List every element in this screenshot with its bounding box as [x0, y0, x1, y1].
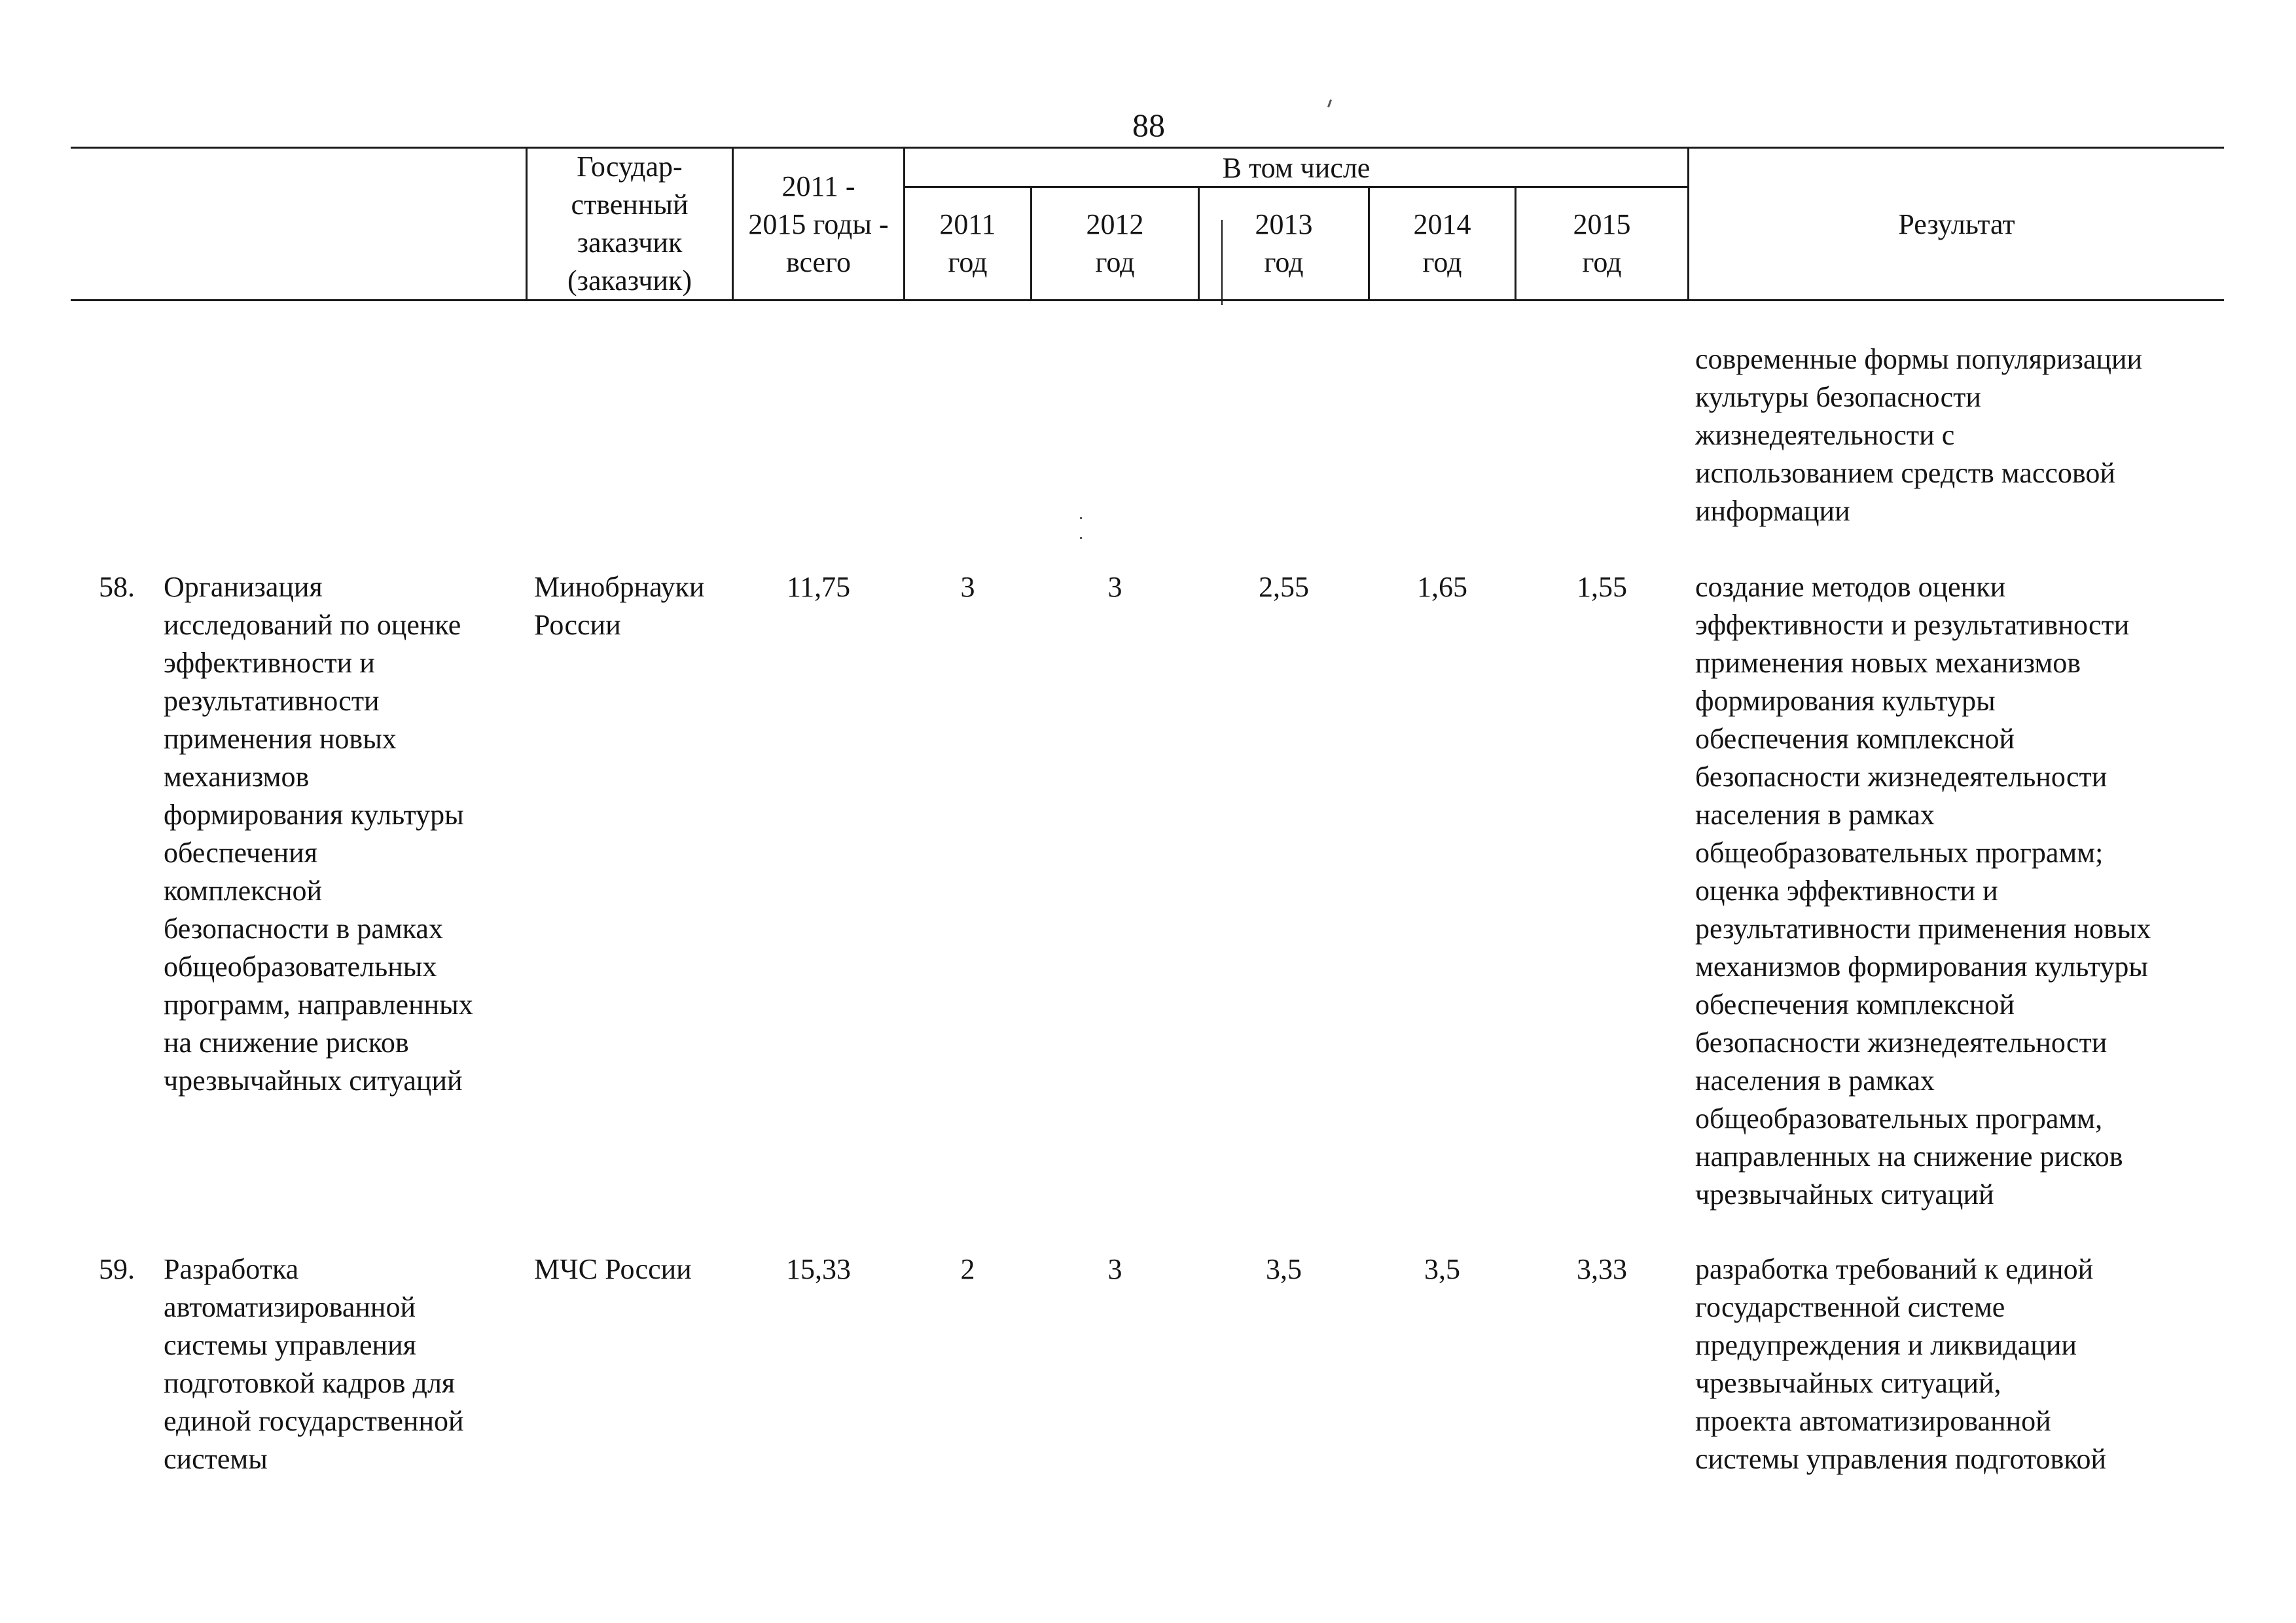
row-name: Организация исследований по оценке эффективности и результативности применения новых механизмов формирования культуры обеспечения комплексной безопасности в рамках общеобразовательных программ, направленных на снижение рисков чрезвычайных ситуаций — [164, 571, 473, 1097]
row-name: Разработка автоматизированной системы управления подготовкой кадров для единой государственной системы — [164, 1253, 464, 1475]
page-number: 88 — [1132, 107, 1165, 143]
header-year-2013: 2013 год — [1255, 208, 1313, 278]
table-header-bottom-rule — [71, 299, 2224, 301]
row-total: 15,33 — [786, 1253, 851, 1285]
row-2012: 3 — [1107, 571, 1122, 603]
row-result: разработка требований к единой государственной системе предупреждения и ликвидации чрезвычайных ситуаций, проекта автоматизированной системы управления подготовкой — [1695, 1253, 2107, 1475]
row-2011: 3 — [960, 571, 975, 603]
row-result: создание методов оценки эффективности и результативности применения новых механизмов формирования культуры обеспечения комплексной безопасности жизнедеятельности населения в рамках общеобразовательных программ; оценка эффективности и результативности применения новых механизмов формирования культуры обеспечения комплексной безопасности жизнедеятельности населения в рамках общеобразовательных программ, направленных на снижение рисков чрезвычайных ситуаций — [1695, 571, 2151, 1211]
row-2014: 1,65 — [1417, 571, 1467, 603]
header-year-2015: 2015 год — [1573, 208, 1631, 278]
row-customer: МЧС России — [534, 1253, 692, 1285]
header-customer: Государ- ственный заказчик (заказчик) — [567, 151, 692, 297]
row-2013: 2,55 — [1259, 571, 1309, 603]
row-2014: 3,5 — [1424, 1253, 1460, 1285]
header-result: Результат — [1898, 208, 2015, 240]
table-top-rule — [71, 147, 2224, 149]
row-2011: 2 — [960, 1253, 975, 1285]
header-including: В том числе — [1222, 152, 1371, 184]
row-total: 11,75 — [786, 571, 851, 603]
continuation-result: современные формы популяризации культуры безопасности жизнедеятельности с использованием средств массовой информации — [1695, 343, 2143, 527]
row-2013: 3,5 — [1266, 1253, 1302, 1285]
scan-speck — [1080, 517, 1082, 519]
header-year-2012: 2012 год — [1086, 208, 1144, 278]
row-number: 59. — [99, 1253, 135, 1285]
row-2012: 3 — [1107, 1253, 1122, 1285]
row-2015: 1,55 — [1577, 571, 1627, 603]
header-year-2011: 2011 год — [939, 208, 996, 278]
row-2015: 3,33 — [1577, 1253, 1627, 1285]
row-number: 58. — [99, 571, 135, 603]
scan-speck — [1327, 100, 1332, 107]
header-year-2014: 2014 год — [1413, 208, 1471, 278]
scan-speck — [1080, 537, 1082, 539]
header-total: 2011 - 2015 годы - всего — [748, 170, 889, 278]
row-customer: Минобрнауки России — [534, 571, 705, 641]
